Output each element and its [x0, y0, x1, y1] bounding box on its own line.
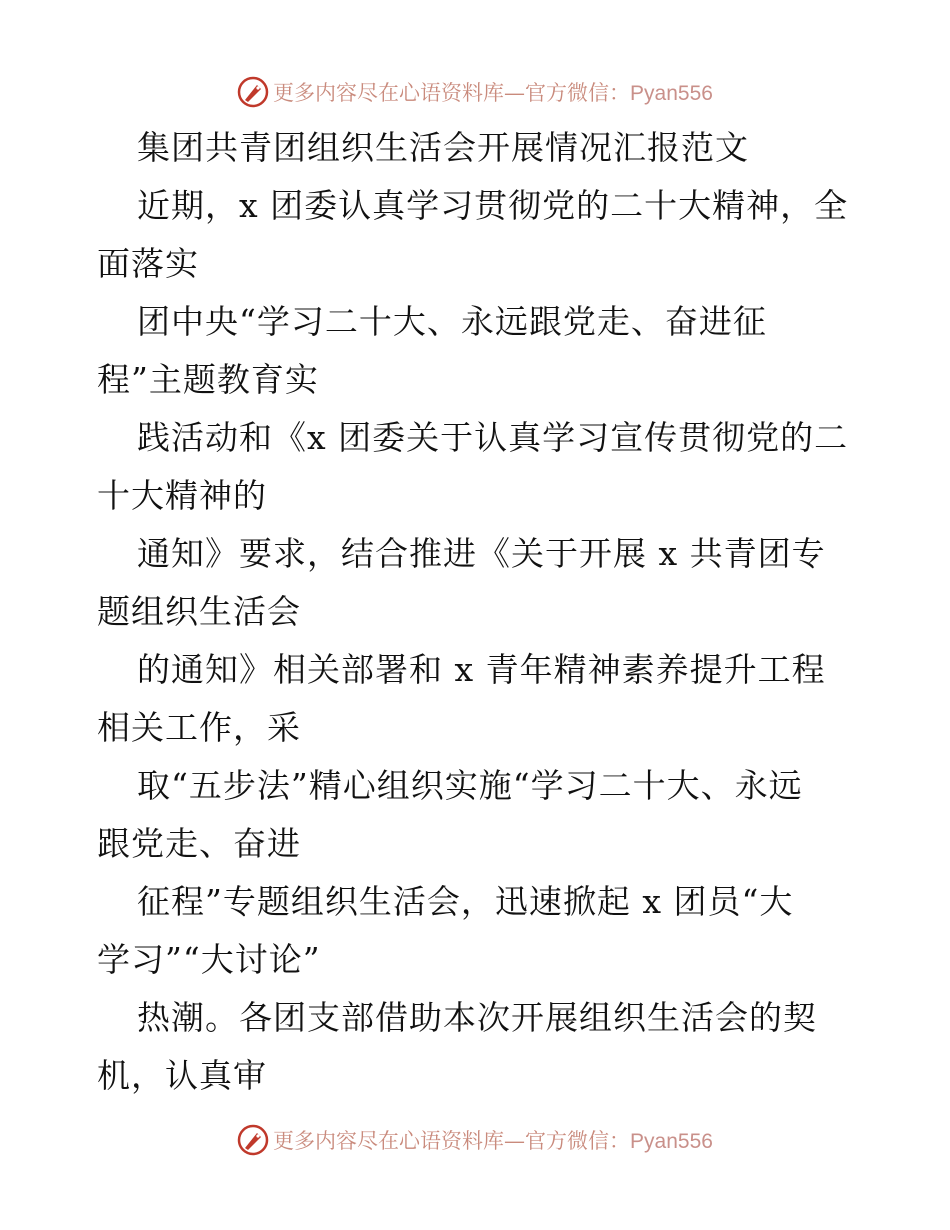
watermark-text: 更多内容尽在心语资料库—官方微信： — [273, 81, 631, 105]
paragraph-line: 的通知》相关部署和 x 青年精神素养提升工程 — [137, 650, 826, 689]
paragraph-line: 学习”“大讨论” — [97, 940, 321, 979]
paragraph-line: 面落实 — [97, 244, 199, 283]
pen-nib-logo-icon — [237, 1124, 269, 1156]
paragraph-line: 热潮。各团支部借助本次开展组织生活会的契 — [137, 998, 817, 1037]
paragraph-line: 题组织生活会 — [97, 592, 301, 631]
paragraph-line: 十大精神的 — [97, 476, 267, 515]
header-watermark — [0, 72, 950, 112]
paragraph-line: 取“五步法”精心组织实施“学习二十大、永远 — [137, 766, 803, 805]
paragraph-line: 机，认真审 — [97, 1056, 267, 1095]
watermark-wechat-id: Pyan556 — [630, 82, 713, 105]
watermark-wechat-id: Pyan556 — [630, 1130, 713, 1153]
paragraph-line: 程”主题教育实 — [97, 360, 319, 399]
paragraph-line: 相关工作，采 — [97, 708, 301, 747]
paragraph-line: 践活动和《x 团委关于认真学习宣传贯彻党的二 — [137, 418, 849, 457]
paragraph-line: 跟党走、奋进 — [97, 824, 301, 863]
paragraph-line: 征程”专题组织生活会，迅速掀起 x 团员“大 — [137, 882, 794, 921]
paragraph-line: 团中央“学习二十大、永远跟党走、奋进征 — [137, 302, 767, 341]
pen-nib-logo-icon — [237, 76, 269, 108]
watermark-text: 更多内容尽在心语资料库—官方微信： — [273, 1129, 631, 1153]
paragraph-line: 近期，x 团委认真学习贯彻党的二十大精神，全 — [137, 186, 849, 225]
footer-watermark — [0, 1120, 950, 1160]
paragraph-line: 通知》要求，结合推进《关于开展 x 共青团专 — [137, 534, 826, 573]
document-title: 集团共青团组织生活会开展情况汇报范文 — [137, 128, 749, 167]
